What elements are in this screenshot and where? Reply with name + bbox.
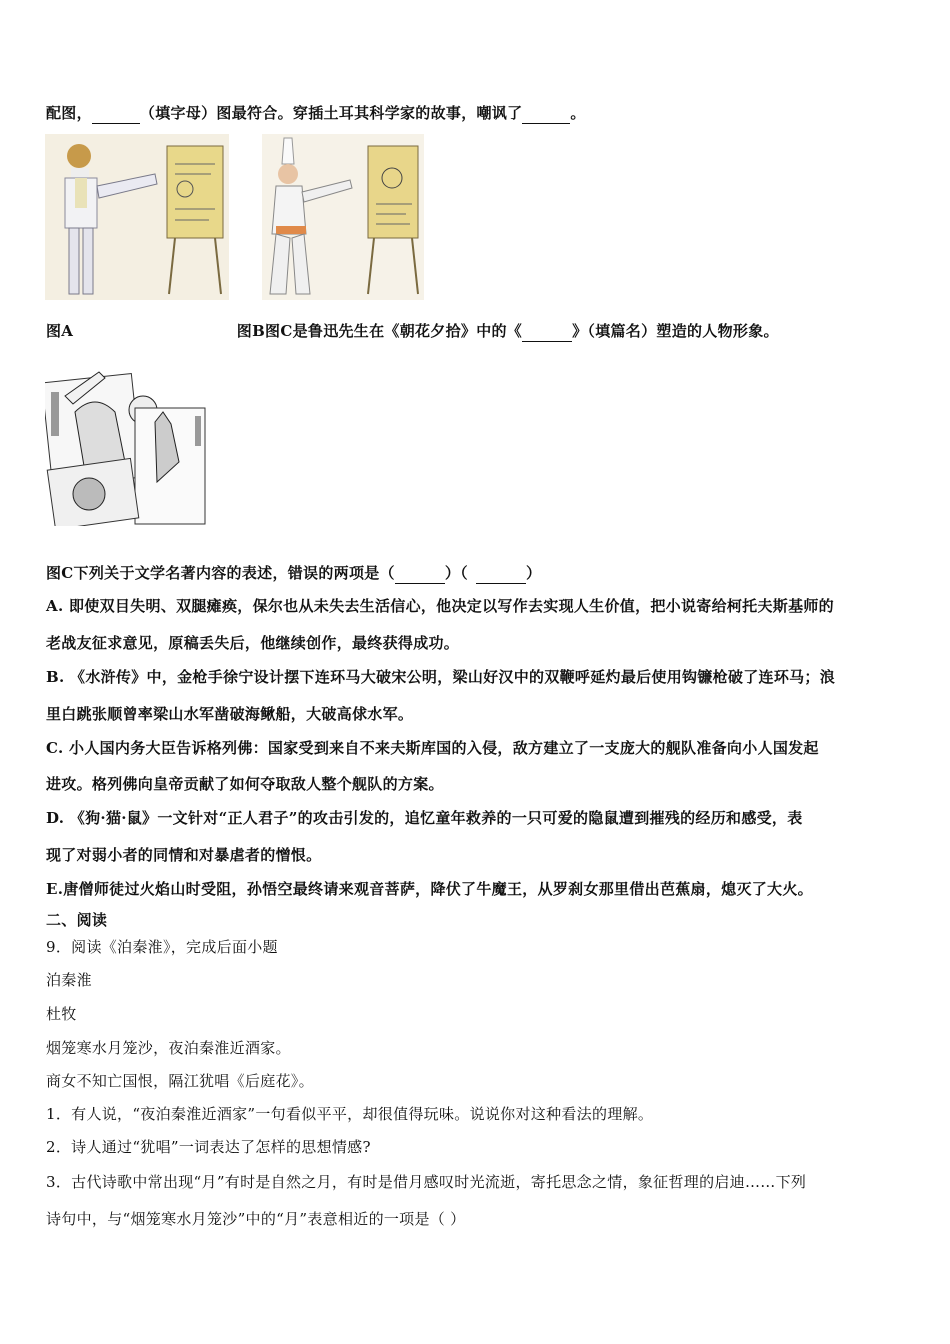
caption-line-c: 图C下列关于文学名著内容的表述，错误的两项是（ ）（ ） <box>46 564 542 582</box>
illustration-c <box>45 352 212 526</box>
q8-line1: 配图， （填字母）图最符合。穿插土耳其科学家的故事，嘲讽了 。 <box>46 104 586 122</box>
poem-author: 杜牧 <box>46 1005 77 1023</box>
answer-blank-letter[interactable] <box>92 103 140 124</box>
poem-line-2: 商女不知亡国恨，隔江犹唱《后庭花》。 <box>46 1072 314 1090</box>
poem-line-1: 烟笼寒水月笼沙，夜泊秦淮近酒家。 <box>46 1039 291 1057</box>
caption-a: 图A <box>46 322 74 340</box>
option-d-line-1: D. 《狗·猫·鼠》一文针对“正人君子”的攻击引发的，追忆童年救养的一只可爱的隐鼠遭到摧残的经历和感受，表 <box>46 809 803 827</box>
sub-question-3-line-2: 诗句中，与“烟笼寒水月笼沙”中的“月”表意相近的一项是（ ） <box>46 1210 466 1228</box>
option-e-line: E.唐僧师徒过火焰山时受阻，孙悟空最终请来观音菩萨，降伏了牛魔王，从罗刹女那里借出芭蕉扇，熄灭了大火。 <box>46 880 813 898</box>
option-a-line-1: A. 即使双目失明、双腿瘫痪，保尔也从未失去生活信心，他决定以写作去实现人生价值，把小说寄给柯托夫斯基师的 <box>46 597 834 615</box>
answer-blank-2[interactable] <box>476 563 526 584</box>
caption-line-ab: 图A 图B图C是鲁迅先生在《朝花夕拾》中的《 》（填篇名）塑造的人物形象。 <box>46 322 779 340</box>
illustration-a <box>45 134 229 300</box>
answer-blank-1[interactable] <box>395 563 445 584</box>
q9-intro: 9．阅读《泊秦淮》，完成后面小题 <box>46 938 278 956</box>
option-c-line-1: C. 小人国内务大臣告诉格列佛：国家受到来自不来夫斯库国的入侵，敌方建立了一支庞大的舰队准备向小人国发起 <box>46 739 819 757</box>
answer-blank-title[interactable] <box>522 321 572 342</box>
option-b-line-2: 里白跳张顺曾率梁山水军凿破海鳅船，大破高俅水军。 <box>46 705 414 723</box>
illustration-b <box>262 134 424 300</box>
answer-blank-satire[interactable] <box>522 103 570 124</box>
option-c-line-2: 进攻。格列佛向皇帝贡献了如何夺取敌人整个舰队的方案。 <box>46 775 444 793</box>
option-d-line-2: 现了对弱小者的同情和对暴虐者的憎恨。 <box>46 846 322 864</box>
section-heading: 二、阅读 <box>46 911 108 929</box>
sub-question-3-line-1: 3．古代诗歌中常出现“月”有时是自然之月，有时是借月感叹时光流逝，寄托思念之情，象征哲理的启迪……下列 <box>46 1173 807 1191</box>
sub-question-2: 2．诗人通过“犹唱”一词表达了怎样的思想情感? <box>46 1138 371 1156</box>
sub-question-1: 1．有人说，“夜泊秦淮近酒家”一句看似平平，却很值得玩味。说说你对这种看法的理解。 <box>46 1105 654 1123</box>
poem-title: 泊秦淮 <box>46 971 92 989</box>
option-a-line-2: 老战友征求意见，原稿丢失后，他继续创作，最终获得成功。 <box>46 634 460 652</box>
option-b-line-1: B. 《水浒传》中，金枪手徐宁设计摆下连环马大破宋公明，梁山好汉中的双鞭呼延灼最后使用钩镰枪破了连环马；浪 <box>46 668 836 686</box>
